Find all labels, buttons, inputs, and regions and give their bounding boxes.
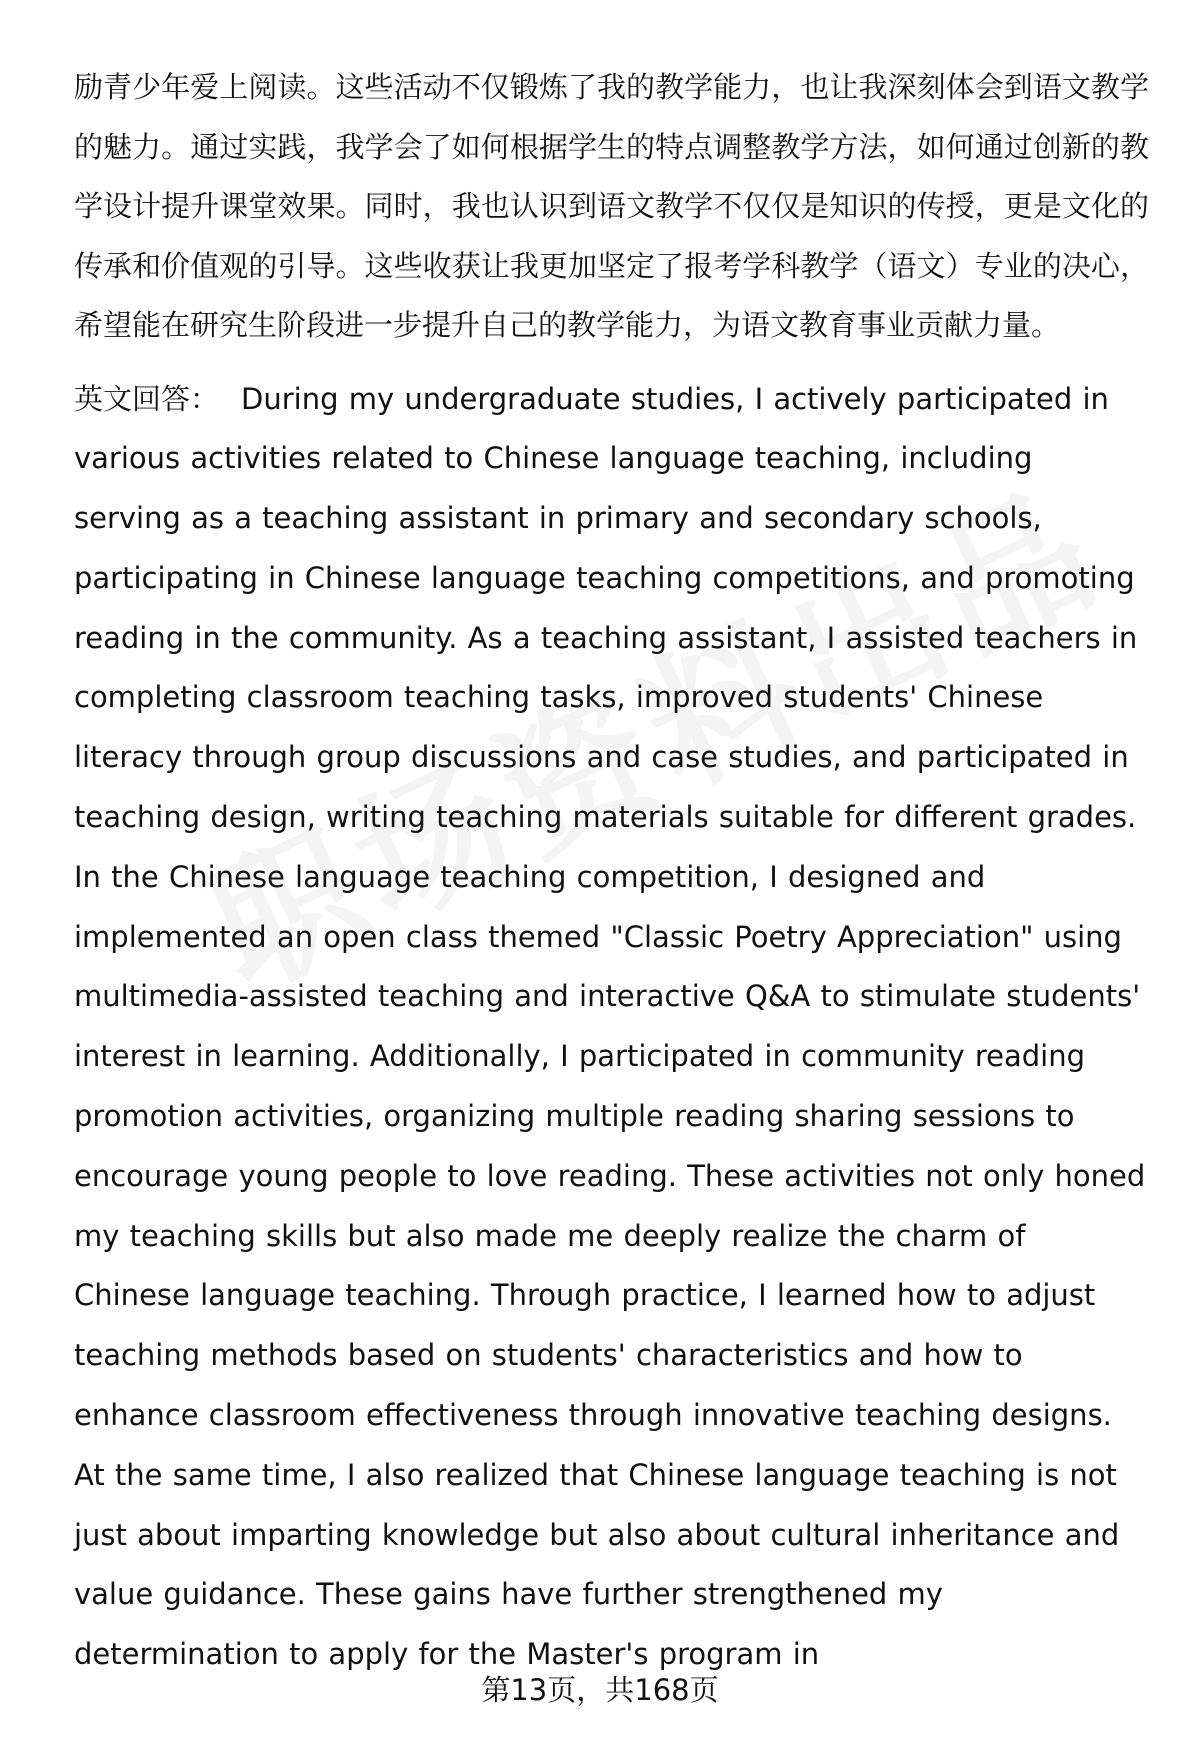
english-answer-text: During my undergraduate studies, I actively participated in various activities related to Chinese language teaching, including serving as a teaching assistant in primary and secondary schools, participating in Chinese language teaching competitions, and promoting reading in the community. As a teaching assistant, I assisted teachers in completing classroom teaching tasks, improved students' Chinese literacy through group discussions and case studies, and participated in teaching design, writing teaching materials suitable for different grades. In the Chinese language teaching competition, I designed and implemented an open class themed "Classic Poetry Appreciation" using multimedia-assisted teaching and interactive Q&A to stimulate students' interest in learning. Additionally, I participated in community reading promotion activities, organizing multiple reading sharing sessions to encourage young people to love reading. These activities not only honed my teaching skills but also made me deeply realize the charm of Chinese language teaching. Through practice, I learned how to adjust teaching methods based on students' characteristics and how to enhance classroom effectiveness through innovative teaching designs. At the same time, I also realized that Chinese language teaching is not just about imparting knowledge but also about cultural inheritance and value guidance. These gains have further strengthened my determination to apply for the Master's program in — [74, 381, 1146, 1672]
english-answer-label: 英文回答： — [74, 381, 220, 416]
document-body — [74, 58, 1149, 1685]
chinese-answer-paragraph: 励青少年爱上阅读。这些活动不仅锻炼了我的教学能力，也让我深刻体会到语文教学的魅力。通过实践，我学会了如何根据学生的特点调整教学方法，如何通过创新的教学设计提升课堂效果。同时，我也认识到语文教学不仅仅是知识的传授，更是文化的传承和价值观的引导。这些收获让我更加坚定了报考学科教学（语文）专业的决心，希望能在研究生阶段进一步提升自己的教学能力，为语文教育事业贡献力量。 — [74, 70, 1149, 342]
english-answer-paragraph — [74, 370, 1149, 1686]
page-number-footer: 第13页，共168页 — [481, 1673, 719, 1707]
